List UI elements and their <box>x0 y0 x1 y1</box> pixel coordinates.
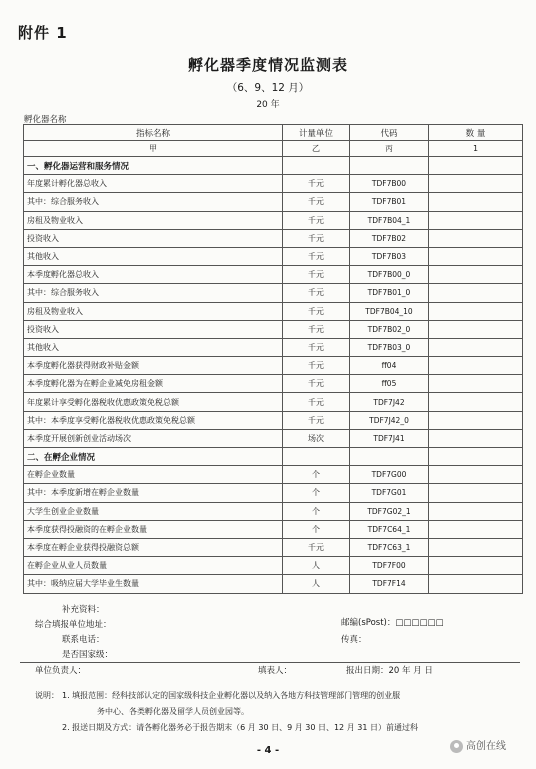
incubator-name-label: 孵化器名称 <box>24 115 67 125</box>
indicator-name: 本季度在孵企业获得投融资总额 <box>24 538 283 556</box>
postcode-field[interactable]: 邮编(sPost)：□□□□□□ <box>341 618 444 628</box>
unit-cell: 个 <box>283 520 350 538</box>
indicator-name: 其他收入 <box>24 338 283 356</box>
phone-field[interactable]: 联系电话： <box>62 635 105 645</box>
quantity-cell[interactable] <box>429 375 523 393</box>
code-cell: TDF7C63_1 <box>350 538 429 556</box>
indicator-name: 投资收入 <box>24 320 283 338</box>
unit-cell: 千元 <box>283 284 350 302</box>
column-header: 指标名称 <box>24 125 283 141</box>
indicator-name: 投资收入 <box>24 229 283 247</box>
quantity-cell[interactable] <box>429 229 523 247</box>
quantity-cell[interactable] <box>429 266 523 284</box>
indicator-name: 其中：吸纳应届大学毕业生数量 <box>24 575 283 593</box>
table-row <box>24 575 523 593</box>
quantity-cell[interactable] <box>429 193 523 211</box>
table-row <box>24 302 523 320</box>
indicator-name: 其中：本季度新增在孵企业数量 <box>24 484 283 502</box>
quantity-cell[interactable] <box>429 357 523 375</box>
note-1: 1. 填报范围：经科技部认定的国家级科技企业孵化器以及纳入各地方科技管理部门管理的创业服 <box>62 691 401 700</box>
unit-cell: 个 <box>283 502 350 520</box>
quantity-cell[interactable] <box>429 284 523 302</box>
indicator-name: 大学生创业企业数量 <box>24 502 283 520</box>
table-row <box>24 538 523 556</box>
quantity-cell[interactable] <box>429 157 523 175</box>
column-code: 丙 <box>350 141 429 157</box>
code-cell: TDF7B03_0 <box>350 338 429 356</box>
table-row <box>24 502 523 520</box>
indicator-name: 本季度获得投融资的在孵企业数量 <box>24 520 283 538</box>
indicator-name: 年度累计享受孵化器税收优惠政策免税总额 <box>24 393 283 411</box>
quantity-cell[interactable] <box>429 393 523 411</box>
quantity-cell[interactable] <box>429 338 523 356</box>
column-code: 甲 <box>24 141 283 157</box>
code-cell: TDF7B01 <box>350 193 429 211</box>
code-cell: TDF7B01_0 <box>350 284 429 302</box>
notes-label: 说明： <box>35 691 59 700</box>
table-row <box>24 357 523 375</box>
table-row <box>24 466 523 484</box>
code-cell: ff05 <box>350 375 429 393</box>
code-cell: TDF7C64_1 <box>350 520 429 538</box>
indicator-name: 在孵企业数量 <box>24 466 283 484</box>
code-cell: ff04 <box>350 357 429 375</box>
table-row <box>24 429 523 447</box>
table-subheader-row <box>24 141 523 157</box>
table-row <box>24 375 523 393</box>
form-year: 20 年 <box>256 100 280 110</box>
section-row <box>24 157 523 175</box>
table-row <box>24 193 523 211</box>
quantity-cell[interactable] <box>429 466 523 484</box>
fax-field[interactable]: 传真： <box>341 635 367 645</box>
column-header: 计量单位 <box>283 125 350 141</box>
unit-cell: 千元 <box>283 175 350 193</box>
quantity-cell[interactable] <box>429 520 523 538</box>
quantity-cell[interactable] <box>429 175 523 193</box>
code-cell: TDF7B04_1 <box>350 211 429 229</box>
section-title: 二、在孵企业情况 <box>24 448 283 466</box>
unit-cell: 千元 <box>283 338 350 356</box>
code-cell: TDF7G00 <box>350 466 429 484</box>
unit-cell: 人 <box>283 575 350 593</box>
indicator-name: 房租及物业收入 <box>24 211 283 229</box>
section-row <box>24 448 523 466</box>
quantity-cell[interactable] <box>429 429 523 447</box>
unit-cell: 千元 <box>283 302 350 320</box>
filler-address-field[interactable]: 综合填报单位地址： <box>35 620 112 630</box>
table-row <box>24 229 523 247</box>
footer-divider <box>20 662 520 663</box>
code-cell: TDF7B04_10 <box>350 302 429 320</box>
unit-cell: 千元 <box>283 229 350 247</box>
table-row <box>24 211 523 229</box>
unit-cell: 场次 <box>283 429 350 447</box>
monitoring-table <box>23 124 523 594</box>
column-code: 乙 <box>283 141 350 157</box>
indicator-name: 房租及物业收入 <box>24 302 283 320</box>
unit-cell: 千元 <box>283 375 350 393</box>
table-row <box>24 411 523 429</box>
indicator-name: 其中：综合服务收入 <box>24 193 283 211</box>
indicator-name: 本季度孵化器获得财政补贴金额 <box>24 357 283 375</box>
report-date-field[interactable]: 报出日期：20 年 月 日 <box>346 666 433 676</box>
page-number: - 4 - <box>256 745 280 756</box>
table-row <box>24 484 523 502</box>
quantity-cell[interactable] <box>429 448 523 466</box>
code-cell: TDF7B00_0 <box>350 266 429 284</box>
unit-cell: 人 <box>283 557 350 575</box>
unit-cell: 千元 <box>283 247 350 265</box>
quantity-cell[interactable] <box>429 484 523 502</box>
indicator-name: 本季度孵化器为在孵企业减免房租金额 <box>24 375 283 393</box>
column-header: 代码 <box>350 125 429 141</box>
table-row <box>24 175 523 193</box>
unit-cell: 个 <box>283 484 350 502</box>
form-subtitle: （6、9、12 月） <box>226 82 310 94</box>
quantity-cell[interactable] <box>429 247 523 265</box>
code-cell: TDF7B02 <box>350 229 429 247</box>
code-cell: TDF7B00 <box>350 175 429 193</box>
code-cell: TDF7B02_0 <box>350 320 429 338</box>
indicator-name: 在孵企业从业人员数量 <box>24 557 283 575</box>
quantity-cell[interactable] <box>429 320 523 338</box>
section-title: 一、孵化器运营和服务情况 <box>24 157 283 175</box>
unit-cell: 千元 <box>283 393 350 411</box>
supplement-label: 补充资料： <box>62 605 105 615</box>
quantity-cell[interactable] <box>429 502 523 520</box>
code-cell: TDF7J42_0 <box>350 411 429 429</box>
note-2: 2. 报送日期及方式：请各孵化器务必于报告期末（6 月 30 日、9 月 30 日、12 月 31 日）前通过科 <box>62 723 418 732</box>
indicator-name: 本季度开展创新创业活动场次 <box>24 429 283 447</box>
code-cell: TDF7F00 <box>350 557 429 575</box>
table-row <box>24 393 523 411</box>
unit-cell: 千元 <box>283 411 350 429</box>
watermark <box>450 737 506 753</box>
unit-cell: 千元 <box>283 538 350 556</box>
table-header-row <box>24 125 523 141</box>
code-cell: TDF7F14 <box>350 575 429 593</box>
table-row <box>24 557 523 575</box>
indicator-name: 其他收入 <box>24 247 283 265</box>
quantity-cell[interactable] <box>429 302 523 320</box>
unit-cell: 千元 <box>283 193 350 211</box>
note-1-continued: 务中心、各类孵化器及留学人员创业园等。 <box>97 707 249 716</box>
form-title: 孵化器季度情况监测表 <box>187 56 348 74</box>
indicator-name: 其中：本季度享受孵化器税收优惠政策免税总额 <box>24 411 283 429</box>
code-cell: TDF7G02_1 <box>350 502 429 520</box>
unit-cell: 个 <box>283 466 350 484</box>
quantity-cell[interactable] <box>429 575 523 593</box>
table-row <box>24 520 523 538</box>
quantity-cell[interactable] <box>429 211 523 229</box>
column-code: 1 <box>429 141 523 157</box>
national-level-field[interactable]: 是否国家级： <box>62 650 114 660</box>
unit-cell: 千元 <box>283 211 350 229</box>
quantity-cell[interactable] <box>429 411 523 429</box>
table-row <box>24 247 523 265</box>
indicator-name: 本季度孵化器总收入 <box>24 266 283 284</box>
filler-field[interactable]: 填表人： <box>258 666 293 676</box>
code-cell: TDF7G01 <box>350 484 429 502</box>
attachment-label: 附件 1 <box>18 24 68 42</box>
table-row <box>24 338 523 356</box>
column-header: 数 量 <box>429 125 523 141</box>
code-cell: TDF7B03 <box>350 247 429 265</box>
unit-cell: 千元 <box>283 266 350 284</box>
unit-cell: 千元 <box>283 357 350 375</box>
indicator-name: 年度累计孵化器总收入 <box>24 175 283 193</box>
unit-head-field[interactable]: 单位负责人： <box>35 666 87 676</box>
quantity-cell[interactable] <box>429 557 523 575</box>
unit-cell: 千元 <box>283 320 350 338</box>
code-cell: TDF7J41 <box>350 429 429 447</box>
wechat-icon <box>450 740 463 753</box>
table-row <box>24 266 523 284</box>
code-cell: TDF7J42 <box>350 393 429 411</box>
watermark-text: 高创在线 <box>466 741 506 752</box>
table-row <box>24 320 523 338</box>
table-row <box>24 284 523 302</box>
indicator-name: 其中：综合服务收入 <box>24 284 283 302</box>
quantity-cell[interactable] <box>429 538 523 556</box>
